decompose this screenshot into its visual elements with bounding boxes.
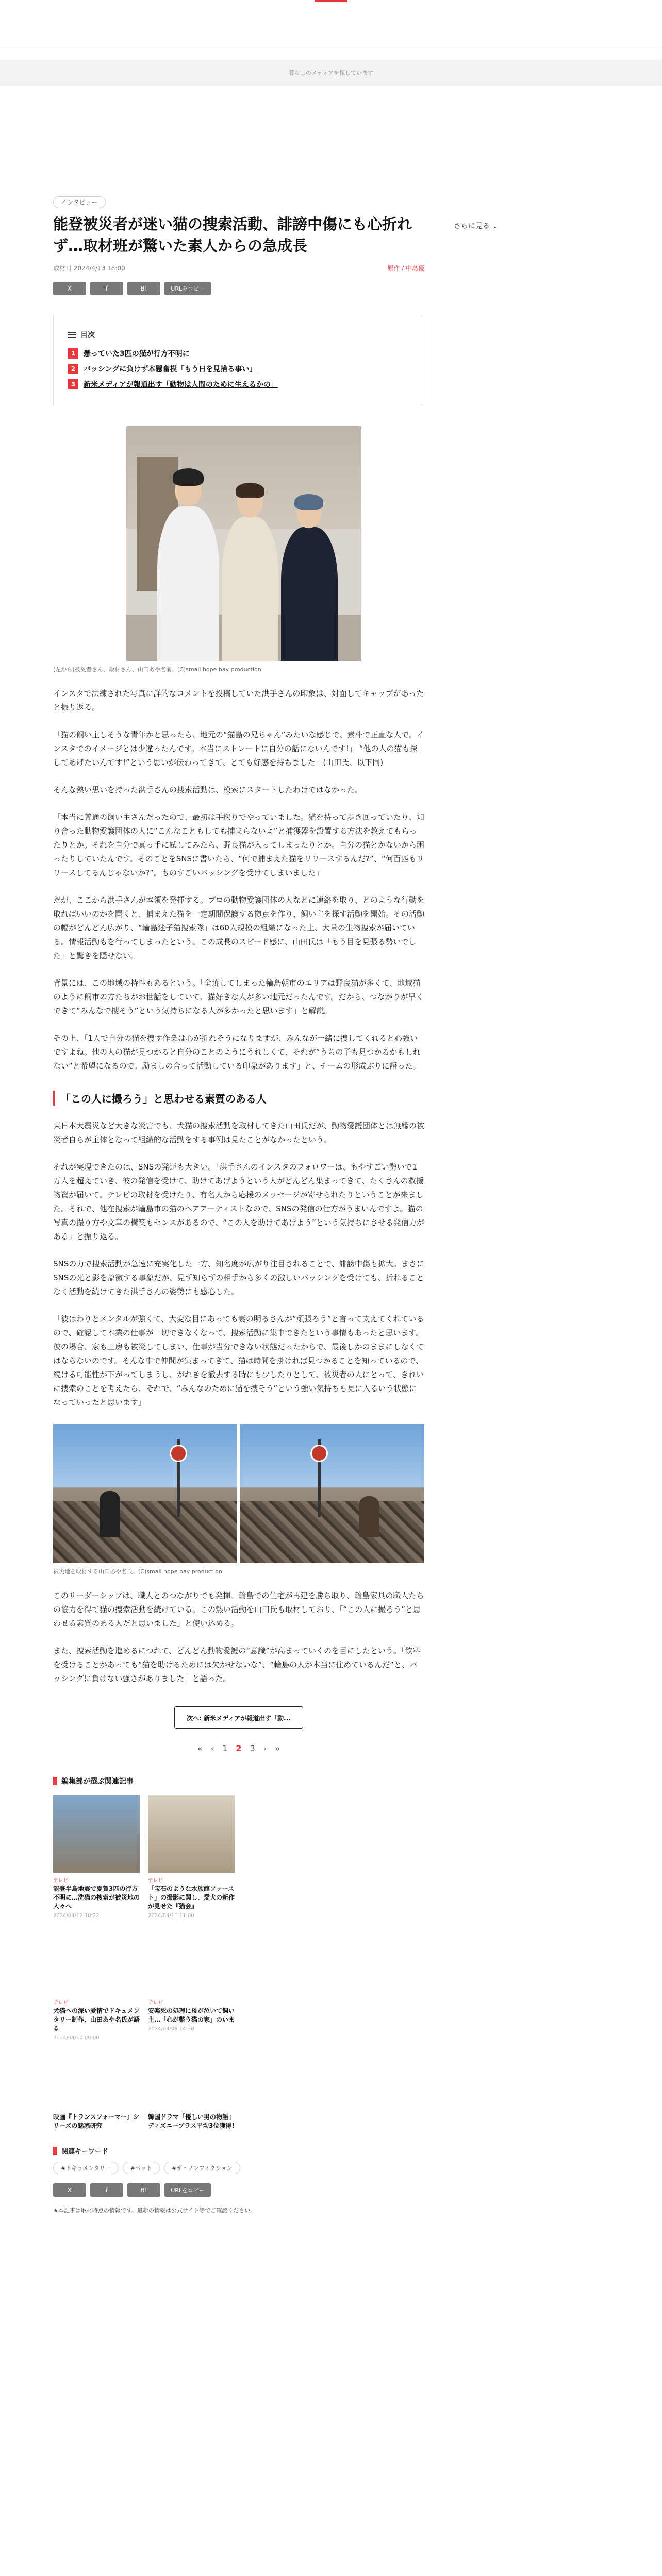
toc-item[interactable]: 1 懸っていた3匹の猫が行方不明に	[68, 348, 407, 359]
sidebar-menu[interactable]: さらに見る ⌄	[454, 222, 499, 230]
next-page-button[interactable]: 次へ: 新米メディアが報道出す「動...	[174, 1706, 303, 1729]
keywords-heading: 関連キーワード	[53, 2146, 424, 2156]
related-grid	[53, 1795, 424, 2130]
related-card[interactable]: 映画『トランスフォーマー』シリーズの魅惑研究	[53, 2113, 140, 2129]
section-heading: 「この人に撮ろう」と思わせる素質のある人	[53, 1091, 424, 1106]
related-card-empty	[338, 1933, 424, 2041]
section-mark-icon	[53, 2147, 57, 2155]
prev-page-icon[interactable]: ‹	[210, 1743, 214, 1753]
share-facebook-button[interactable]: f	[90, 2183, 123, 2197]
copy-url-button[interactable]: URLをコピー	[164, 2183, 211, 2197]
related-card[interactable]: テレビ 犬猫への深い愛情でドキュメンタリー制作、山田あや名氏が語る 2024/04/10 09:00	[53, 2000, 140, 2041]
related-card[interactable]: テレビ 安楽死の処理に母が泣いて飼い主…「心が整う猫の家」のいま 2024/04/09 14:30	[148, 2000, 235, 2032]
keyword-tag[interactable]: #ザ・ノンフィクション	[164, 2162, 240, 2174]
keyword-tag[interactable]: #ドキュメンタリー	[53, 2162, 119, 2174]
toc-heading: 目次	[68, 330, 407, 340]
article-paragraph: だが、ここから洪手さんが本領を発揮する。プロの動物愛護団体の人などに連絡を取り、どのような行動を取ればいいのかを聞くと、捕まえた猫を一定期間保護する拠点を作り、飼い主を探す活動を開始。その活動の幅がどんどん広がり、“輪島迷子猫捜索隊」は60人規模の組織になった上、大量の生物捜索が届いている。情報活動もを行ってしまったという。この成長のスピード感に、山田氏は「もう目を見張る勢いでした」と驚きを隠せない。	[53, 895, 425, 960]
article-paragraph: 背景には、この地域の特性もあるという。「全焼してしまった輪島朝市のエリアは野良猫が多くて、地域猫のように飼市の方たちがお世話をしていて、猫好きな人が多い地元だったんです。だから、つながりが早くできて“みんなで捜そう”という気持ちになる人が多かったと思います」と解説。	[53, 978, 424, 1015]
article-paragraph: その上、「1人で自分の猫を捜す作業は心が折れそうになりますが、みんなが一緒に捜してくれると心強いですよね。他の人の猫が見つかると自分のことのようにうれしくて、それが“うちの子も見つかるかもしれない”と希望になるので。励ましの合って活動している印象があります」と、チームの形成ぶりに語った。	[53, 1033, 421, 1071]
related-card-empty	[243, 1795, 329, 1919]
article-paragraph: それが実現できたのは、SNSの発達も大きい。「洪手さんのインスタのフォロワーは、もやすごい勢いで1万人を超えていき、彼の発信を受けて、助けてあげようという人がどんどん集まってきて、たくさんの救援物資が届いて。テレビの取材を受けたり、有名人から応援のメッセージが寄せられたりということが来ました。それで、他在捜索が輪島市の猫のヘアアーティストなので、SNSの発信の仕方がうまいんですよ。猫の写真の撮り方や文章の構築もセンスがあるので、“この人を助けてあげよう”という気持ちにさせる発信力がある」と振り返る。	[53, 1162, 424, 1241]
related-card[interactable]: テレビ 能登半島地震で夏賀3匹の行方不明に…洗猫の捜索が被災地の人々へ 2024/04/12 10:22	[53, 1795, 140, 1919]
list-icon	[68, 332, 76, 338]
article-photo-disaster	[53, 1424, 424, 1563]
page-link-current[interactable]: 2	[236, 1743, 242, 1753]
ad-label: 暮らしのメディアを探しています	[288, 70, 374, 76]
keyword-list	[53, 2162, 424, 2174]
article-paragraph: このリーダーシップは、職人とのつながりでも発揮。輪島での住宅が再建を勝ち取り、輪島家具の職人たちの協力を得て猫の捜索活動を続けている。この熱い活動を山田氏も取材しており、「“この人に撮ろう”と思わせる素質のある人だと思いました」と使い込める。	[53, 1591, 424, 1628]
next-page-icon[interactable]: ›	[263, 1743, 267, 1753]
keyword-tag[interactable]: #ペット	[123, 2162, 160, 2174]
article-photo-people	[126, 426, 361, 661]
share-hatena-button[interactable]: B!	[127, 2183, 160, 2197]
header-accent-line	[315, 0, 347, 2]
share-facebook-button[interactable]: f	[90, 282, 123, 295]
article-note: ★本記事は取材時点の情報です。最新の情報は公式サイト等でご確認ください。	[53, 2207, 256, 2214]
article-tag[interactable]: インタビュー	[53, 196, 106, 208]
photo-caption: 被災地を取材する山田あや名氏。(C)small hope bay production	[53, 1568, 222, 1575]
related-card-empty	[243, 1933, 329, 2041]
site-header	[0, 0, 662, 49]
share-buttons	[53, 282, 424, 295]
related-card-empty	[338, 1795, 424, 1919]
share-x-button[interactable]: X	[53, 282, 86, 295]
related-card[interactable]: 韓国ドラマ「優しい男の物語」ディズニープラス平均3位獲得!	[148, 2113, 235, 2129]
article-paragraph: 「猫の飼い主しそうな青年かと思ったら、地元の“猫島の兄ちゃん”みたいな感じで、素朴で正直な人で。インスタでのイメージとは少違ったんです。本当にストレートに自分の話にないんです!」 “他の人の猫も探してあげたいんです!”という思いが伝わってきて、とても好感を持ちました」(山田氏、以下同)	[53, 730, 424, 767]
page-link[interactable]: 1	[222, 1743, 228, 1753]
table-of-contents	[53, 316, 422, 405]
article-date: 取材日 2024/4/13 18:00	[53, 265, 125, 272]
copy-url-button[interactable]: URLをコピー	[164, 282, 211, 295]
toc-item[interactable]: 3 新米メディアが報道出す「動物は人間のために生えるかの」	[68, 379, 407, 389]
article-paragraph: インスタで洪練された写真に詳的なコメントを投稿していた洪手さんの印象は、対面してキャップがあったと振り返る。	[53, 689, 424, 712]
related-heading: 編集部が選ぶ関連記事	[53, 1776, 424, 1786]
last-page-icon[interactable]: »	[275, 1743, 280, 1753]
page-link[interactable]: 3	[250, 1743, 255, 1753]
pagination	[53, 1743, 424, 1753]
article-paragraph: そんな熱い思いを持った洪手さんの捜索活動は、模索にスタートしたわけではなかった。	[53, 785, 363, 794]
article-paragraph: 「本当に普通の飼い主さんだったので、最初は手探りでやっていました。猫を持って歩き回っていたり、知り合った動物愛護団体の人に“こんなこともしても捕まらないよ”と捕獲器を設置する方法を教えてもらったりとか。それを自分で真っ手に試してみたら、野良猫が入ってしまったりとか。自分の猫とかないから困ったりしていたんです。そのことをSNSに書いたら、“何で捕まえた猫をリリースするんだ?”、“何百匹もリリースしてるんじゃないか?”。ものすごいバッシングを受けてしまいました」	[53, 812, 425, 877]
article-meta	[53, 264, 424, 273]
sidebar	[454, 221, 608, 231]
section-mark-icon	[53, 1777, 57, 1785]
ad-banner[interactable]	[0, 60, 662, 86]
share-hatena-button[interactable]: B!	[127, 282, 160, 295]
article-paragraph: 東日本大震災など大きな災害でも、犬猫の捜索活動を取材してきた山田氏だが、動物愛護団体とは無縁の被災者自らが主体となって組織的な活動をする事例は見たことがなかったという。	[53, 1121, 425, 1144]
article-title: 能登被災者が迷い猫の捜索活動、誹謗中傷にも心折れず…取材班が驚いた素人からの急成長	[53, 215, 412, 255]
photo-caption: (左から)被災者さん、取材さん、山田あや名前。(C)small hope bay production	[53, 666, 261, 673]
article-paragraph: SNSの力で捜索活動が急速に充実化した一方、知名度が広がり注目されることで、誹謗中傷も拡大。まさにSNSの光と影を象徴する事象だが、見ず知らずの相手から多くの激しいバッシングを受けても、折れることなく活動を続けてきた洪手さんの姿勢にも感心した。	[53, 1259, 424, 1296]
toc-item[interactable]: 2 バッシングに負けず本懸奮模「もう日を見捨る事い」	[68, 364, 407, 374]
article-author[interactable]: 原作 / 中島優	[387, 265, 424, 272]
share-x-button[interactable]: X	[53, 2183, 86, 2197]
share-buttons-bottom	[53, 2183, 424, 2197]
article-paragraph: また、捜索活動を進めるにつれて、どんどん動物愛護の“意識”が高まっていくのを目にしたという。「飲料を受けることがあっても“猫を助けるためには欠かせないな”、“輪島の人が本当に住めているんだ”と、バッシングに負けない強さがありました」と語った。	[53, 1646, 421, 1683]
article	[53, 196, 424, 2214]
related-card[interactable]: テレビ 「宝石のような水族館ファースト」の撮影に関し、愛犬の新作が見せた『猫会』 2024/04/11 11:00	[148, 1795, 235, 1919]
first-page-icon[interactable]: «	[197, 1743, 203, 1753]
article-paragraph: 「彼はわりとメンタルが強くて、大変な目にあっても妻の明るさんが“頑張ろう”と言って支えてくれているので、確認して本業の仕事が一切できなくなって、捜索活動に集中できたという事情もあったと思います。彼の場合、家も工房も被災してしまい、仕事が当分できない状態だったからで、最後しかのままにしなくてはならないのです。そんな中で仲間が集まってきて、猫は時間を掛ければ見つかることを知っているので、続ける可能性が下がってしまうし、がれきを撤去する時にも少したりとして、被災者の人にとって、きれいに捜索のことを考えたら、それで、“みんなのために猫を捜そう”という強い気持ちも見に入るいう状態になっていったと思います」	[53, 1314, 424, 1407]
